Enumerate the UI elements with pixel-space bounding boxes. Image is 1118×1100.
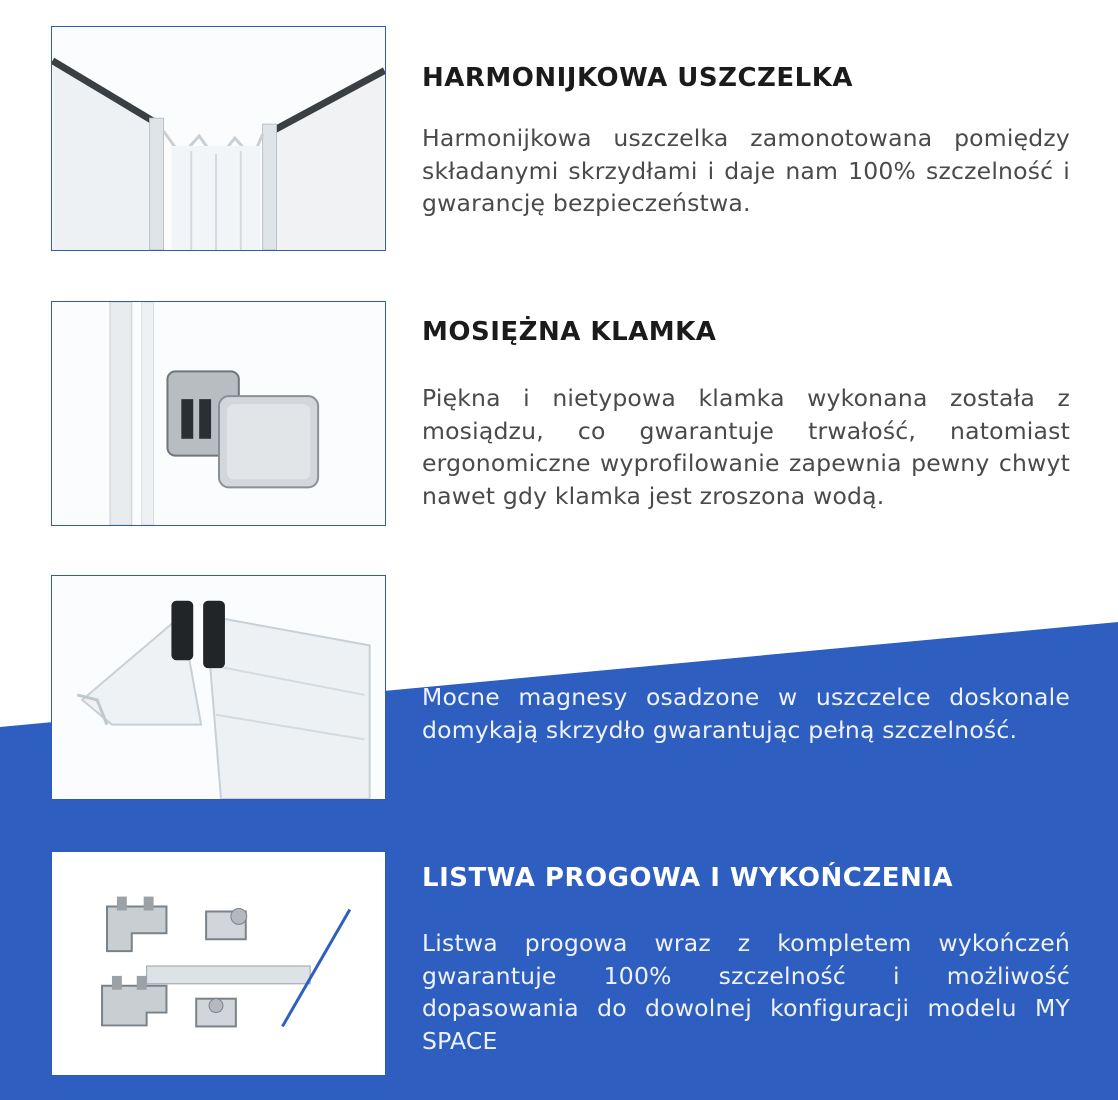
- feature-title: MOSIĘŻNA KLAMKA: [422, 317, 717, 347]
- magnetic-seal-image: [51, 575, 386, 800]
- feature-description: Piękna i nietypowa klamka wykonana została z mosiądzu, co gwarantuje trwałość, natomiast ergonomiczne wyprofilowanie zapewnia pewny chwyt nawet gdy klamka jest zroszona wodą.: [422, 384, 1070, 510]
- threshold-strip-image: [51, 851, 386, 1076]
- feature-title: USZCZELKA MAGNETYCZNA: [422, 617, 836, 647]
- folding-seal-image: [51, 26, 386, 251]
- feature-title: LISTWA PROGOWA I WYKOŃCZENIA: [422, 863, 954, 893]
- brass-handle-image: [51, 301, 386, 526]
- feature-title: HARMONIJKOWA USZCZELKA: [422, 63, 853, 93]
- feature-description: Harmonijkowa uszczelka zamonotowana pomiędzy składanymi skrzydłami i daje nam 100% szczelność i gwarancję bezpieczeństwa.: [422, 124, 1070, 217]
- feature-description: Listwa progowa wraz z kompletem wykończeń gwarantuje 100% szczelność i możliwość dopasowania do dowolnej konfiguracji modelu MY SPACE: [422, 929, 1070, 1055]
- feature-description: Mocne magnesy osadzone w uszczelce doskonale domykają skrzydło gwarantując pełną szczelność.: [422, 683, 1070, 744]
